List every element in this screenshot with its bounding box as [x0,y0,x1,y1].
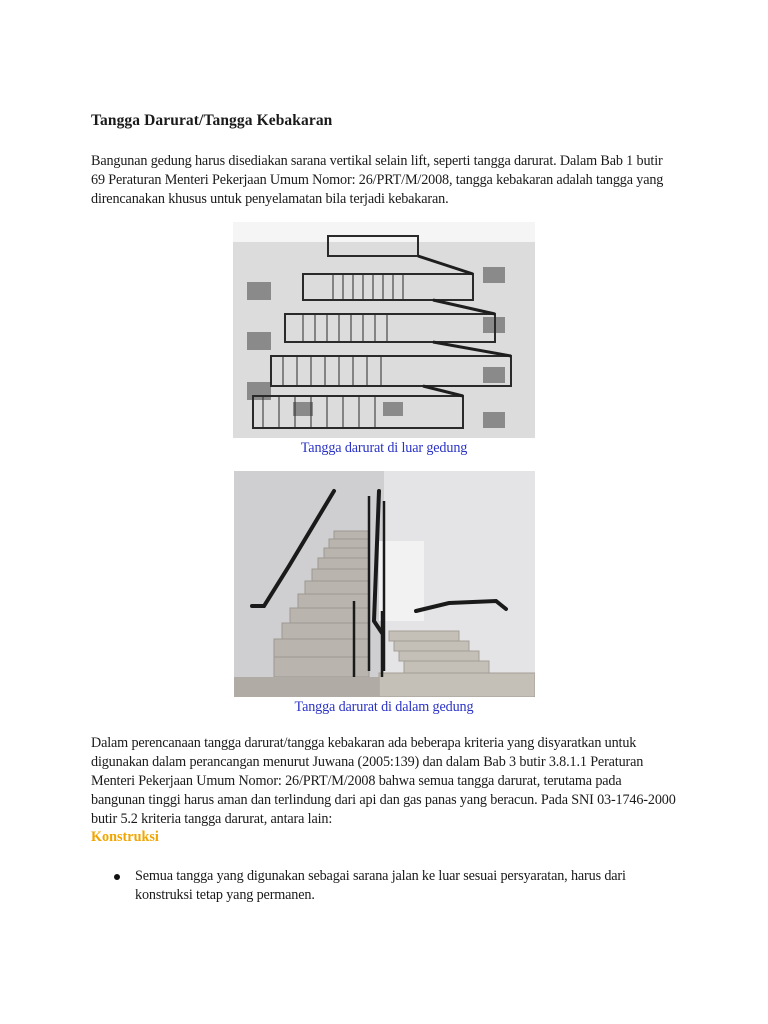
body-paragraph: Dalam perencanaan tangga darurat/tangga kebakaran ada beberapa kriteria yang disyaratkan untuk digunakan dalam perancangan menurut Juwana (2005:139) dan dalam Bab 3 butir 3.8.1.1 Peraturan Menteri Pekerjaan Umum Nomor: 26/PRT/M/2008 bahwa semua tangga darurat, terutama pada bangunan tinggi harus aman dan terlindung dari api dan gas panas yang beracun. Pada SNI 03-1746-2000 butir 5.2 kriteria tangga darurat, antara lain: [91,735,676,827]
outdoor-fire-escape-photo [233,222,535,438]
list-item [135,867,677,905]
intro-paragraph: Bangunan gedung harus disediakan sarana vertikal selain lift, seperti tangga darurat. Dalam Bab 1 butir 69 Peraturan Menteri Pekerjaan Umum Nomor: 26/PRT/M/2008, tangga kebakaran adalah tangga yang direncanakan khusus untuk penyelamatan bila terjadi kebakaran. [91,153,664,207]
figure-caption-indoor: Tangga darurat di dalam gedung [294,699,474,715]
figure-outdoor-stairs [0,222,768,457]
criteria-list [91,867,677,905]
document-page [91,112,677,905]
figure-indoor-stairs [0,471,768,716]
section-heading-konstruksi: Konstruksi [91,829,159,845]
list-item-text: Semua tangga yang digunakan sebagai sarana jalan ke luar sesuai persyaratan, harus dari konstruksi tetap yang permanen. [135,868,626,903]
bullet-icon [114,874,120,880]
document-title: Tangga Darurat/Tangga Kebakaran [91,112,333,129]
indoor-stairwell-photo [234,471,535,697]
figure-caption-outdoor: Tangga darurat di luar gedung [300,440,468,456]
